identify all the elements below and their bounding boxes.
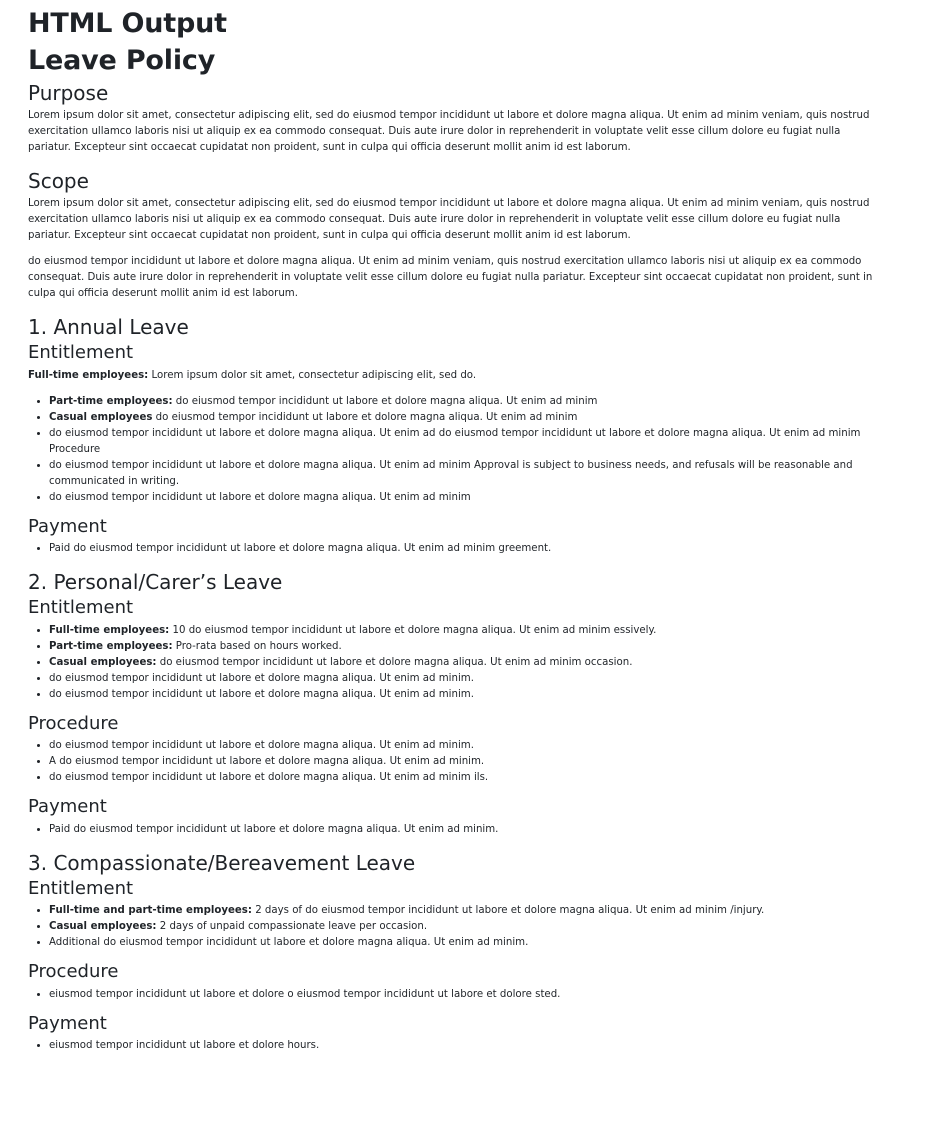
compassionate-leave-heading: 3. Compassionate/Bereavement Leave <box>28 850 416 875</box>
list-item <box>49 1038 883 1054</box>
annual-payment-list <box>28 541 883 557</box>
list-item <box>49 410 883 426</box>
personal-entitlement-heading: Entitlement <box>28 597 134 619</box>
purpose-heading: Purpose <box>28 81 109 106</box>
list-item-text: 2 days of do eiusmod tempor incididunt ut labore et dolore magna aliqua. Ut enim ad minim /injury. <box>251 905 765 917</box>
list-item-text: 10 do eiusmod tempor incididunt ut labore et dolore magna aliqua. Ut enim ad minim essively. <box>169 624 657 636</box>
annual-payment-heading: Payment <box>28 515 107 537</box>
list-item <box>49 655 883 671</box>
list-item <box>49 919 883 935</box>
list-item-text: do eiusmod tempor incididunt ut labore et dolore magna aliqua. Ut enim ad minim. <box>49 672 474 684</box>
list-item <box>49 394 883 410</box>
list-item <box>49 426 883 458</box>
list-item <box>49 671 883 687</box>
list-item <box>49 987 883 1003</box>
list-item-text: Additional do eiusmod tempor incididunt ut labore et dolore magna aliqua. Ut enim ad minim. <box>49 937 529 949</box>
scope-heading: Scope <box>28 169 89 194</box>
list-item-text: do eiusmod tempor incididunt ut labore et dolore magna aliqua. Ut enim ad minim. <box>49 688 474 700</box>
list-item <box>49 623 883 639</box>
list-item <box>49 770 883 786</box>
list-item <box>49 490 883 506</box>
list-item <box>49 822 883 838</box>
list-item-text: do eiusmod tempor incididunt ut labore et dolore magna aliqua. Ut enim ad minim occasion. <box>156 656 633 668</box>
list-item-text: eiusmod tempor incididunt ut labore et dolore hours. <box>49 1040 320 1052</box>
annual-entitlement-list <box>28 394 883 506</box>
personal-procedure-heading: Procedure <box>28 712 119 734</box>
list-item-bold: Part-time employees: <box>49 640 173 652</box>
personal-payment-heading: Payment <box>28 796 107 818</box>
personal-entitlement-list <box>28 623 883 703</box>
page-title: HTML Output <box>28 8 227 39</box>
list-item-text: do eiusmod tempor incididunt ut labore et dolore magna aliqua. Ut enim ad minim. <box>49 740 474 752</box>
list-item <box>49 687 883 703</box>
annual-entitlement-heading: Entitlement <box>28 342 134 364</box>
purpose-paragraph: Lorem ipsum dolor sit amet, consectetur adipiscing elit, sed do eiusmod tempor incididunt ut labore et dolore magna aliqua. Ut enim ad minim veniam, quis nostrud exercitation ullamco laboris nisi ut aliquip ex ea commodo consequat. Duis aute irure dolor in reprehenderit in voluptate velit esse cillum dolore eu fugiat nulla pariatur. Excepteur sint occaecat cupidatat non proident, sunt in culpa qui officia deserunt mollit anim id est laborum. <box>28 110 870 154</box>
scope-paragraph: Lorem ipsum dolor sit amet, consectetur adipiscing elit, sed do eiusmod tempor incididunt ut labore et dolore magna aliqua. Ut enim ad minim veniam, quis nostrud exercitation ullamco laboris nisi ut aliquip ex ea commodo consequat. Duis aute irure dolor in reprehenderit in voluptate velit esse cillum dolore eu fugiat nulla pariatur. Excepteur sint occaecat cupidatat non proident, sunt in culpa qui officia deserunt mollit anim id est laborum. <box>28 198 870 242</box>
list-item-text: do eiusmod tempor incididunt ut labore et dolore magna aliqua. Ut enim ad minim <box>172 395 598 407</box>
list-item-text: 2 days of unpaid compassionate leave per occasion. <box>156 921 428 933</box>
list-item-bold: Casual employees <box>49 411 153 423</box>
personal-procedure-list <box>28 738 883 786</box>
list-item-text: do eiusmod tempor incididunt ut labore et dolore magna aliqua. Ut enim ad minim <box>49 491 471 503</box>
list-item-text: do eiusmod tempor incididunt ut labore et dolore magna aliqua. Ut enim ad minim Approval is subject to business needs, and refusals will be reasonable and communicated in writing. <box>49 459 853 487</box>
list-item <box>49 738 883 754</box>
compassionate-payment-heading: Payment <box>28 1012 107 1034</box>
compassionate-entitlement-list <box>28 903 883 951</box>
list-item-text: Pro-rata based on hours worked. <box>172 640 342 652</box>
personal-payment-list <box>28 822 883 838</box>
list-item-text: A do eiusmod tempor incididunt ut labore et dolore magna aliqua. Ut enim ad minim. <box>49 756 485 768</box>
compassionate-entitlement-heading: Entitlement <box>28 877 134 899</box>
list-item-text: do eiusmod tempor incididunt ut labore et dolore magna aliqua. Ut enim ad minim ils. <box>49 772 489 784</box>
list-item <box>49 541 883 557</box>
compassionate-procedure-list <box>28 987 883 1003</box>
annual-leave-heading: 1. Annual Leave <box>28 315 189 340</box>
list-item-text: do eiusmod tempor incididunt ut labore et dolore magna aliqua. Ut enim ad minim <box>152 411 578 423</box>
list-item-text: Paid do eiusmod tempor incididunt ut labore et dolore magna aliqua. Ut enim ad minim greement. <box>49 543 552 555</box>
scope-paragraph-2: do eiusmod tempor incididunt ut labore et dolore magna aliqua. Ut enim ad minim veniam, quis nostrud exercitation ullamco laboris nisi ut aliquip ex ea commodo consequat. Duis aute irure dolor in reprehenderit in voluptate velit esse cillum dolore eu fugiat nulla pariatur. Excepteur sint occaecat cupidatat non proident, sunt in culpa qui officia deserunt mollit anim id est laborum. <box>28 256 873 300</box>
list-item <box>49 935 883 951</box>
list-item-bold: Casual employees: <box>49 921 157 933</box>
list-item <box>49 458 883 490</box>
document-title: Leave Policy <box>28 45 216 77</box>
list-item <box>49 639 883 655</box>
annual-entitlement-text: Lorem ipsum dolor sit amet, consectetur adipiscing elit, sed do. <box>148 369 477 381</box>
list-item-text: Paid do eiusmod tempor incididunt ut labore et dolore magna aliqua. Ut enim ad minim. <box>49 823 499 835</box>
annual-entitlement-bold: Full-time employees: <box>28 369 149 381</box>
compassionate-payment-list <box>28 1038 883 1054</box>
list-item <box>49 903 883 919</box>
list-item-bold: Casual employees: <box>49 656 157 668</box>
list-item <box>49 754 883 770</box>
list-item-text: do eiusmod tempor incididunt ut labore et dolore magna aliqua. Ut enim ad do eiusmod tempor incididunt ut labore et dolore magna aliqua. Ut enim ad minim Procedure <box>49 427 861 455</box>
list-item-bold: Full-time and part-time employees: <box>49 905 252 917</box>
list-item-bold: Part-time employees: <box>49 395 173 407</box>
list-item-bold: Full-time employees: <box>49 624 170 636</box>
compassionate-procedure-heading: Procedure <box>28 961 119 983</box>
personal-leave-heading: 2. Personal/Carer’s Leave <box>28 570 283 595</box>
list-item-text: eiusmod tempor incididunt ut labore et dolore o eiusmod tempor incididunt ut labore et dolore sted. <box>49 988 561 1000</box>
annual-entitlement-paragraph <box>28 368 883 384</box>
